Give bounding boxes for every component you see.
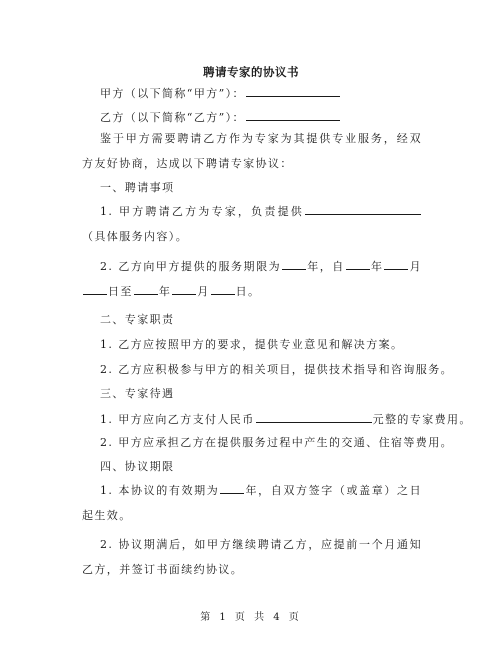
party-a-label: 甲方（以下简称“甲方”）： bbox=[100, 87, 245, 100]
intro-paragraph: 鉴于甲方需要聘请乙方作为专家为其提供专业服务，经双方友好协商，达成以下聘请专家协议： bbox=[82, 132, 422, 170]
fee-amount-blank bbox=[256, 411, 372, 423]
section-heading-2: 二、专家职责 bbox=[100, 313, 175, 326]
clause-4-2: 2. 协议期满后，如甲方继续聘请乙方，应提前一个月通知乙方，并签订书面续约协议。 bbox=[82, 538, 422, 576]
clause-4-1: 1. 本协议的有效期为 年，自双方签字（或盖章）之日起生效。 bbox=[82, 484, 422, 522]
section-heading-4: 四、协议期限 bbox=[100, 460, 175, 473]
party-b-line bbox=[100, 109, 341, 125]
document-title: 聘请专家的协议书 bbox=[203, 65, 299, 79]
party-b-blank bbox=[246, 109, 340, 121]
clause-2-2: 2. 乙方应积极参与甲方的相关项目，提供技术指导和咨询服务。 bbox=[100, 363, 453, 376]
clause-3-1: 1. 甲方应向乙方支付人民币 元整的专家费用。 bbox=[100, 413, 472, 426]
clause-1-1: 1. 甲方聘请乙方为专家，负责提供（具体服务内容）。 bbox=[82, 200, 422, 249]
party-a-line bbox=[100, 85, 341, 101]
page-footer: 第 1 页 共 4 页 bbox=[200, 612, 302, 623]
section-heading-3: 三、专家待遇 bbox=[100, 387, 175, 400]
clause-1-2: 2. 乙方向甲方提供的服务期限为 年，自 年 月日至 年 月 日。 bbox=[82, 255, 422, 304]
party-a-blank bbox=[246, 85, 340, 97]
section-heading-1: 一、聘请事项 bbox=[100, 181, 175, 194]
service-content-blank bbox=[305, 203, 421, 215]
party-b-label: 乙方（以下简称“乙方”）： bbox=[100, 111, 245, 124]
clause-3-2: 2. 甲方应承担乙方在提供服务过程中产生的交通、住宿等费用。 bbox=[100, 436, 453, 449]
clause-2-1: 1. 乙方应按照甲方的要求，提供专业意见和解决方案。 bbox=[100, 338, 404, 351]
